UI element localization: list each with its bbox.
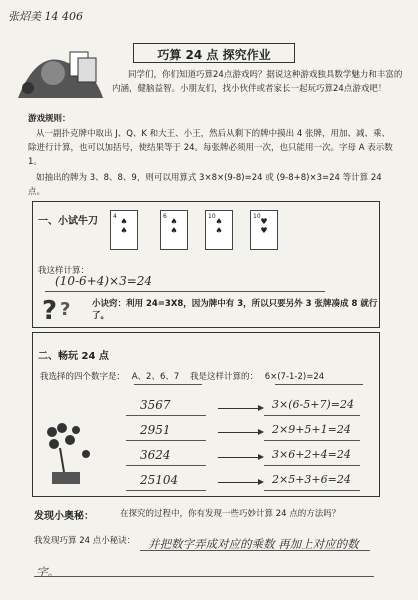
card-suit: ♥ [260,226,268,235]
calc-row-left: 3567 [140,398,171,412]
playing-card [160,210,188,250]
page-title: 巧算 24 点 探究作业 [157,48,271,62]
playing-card [205,210,233,250]
calc-row-underline [264,465,360,466]
calc-row-underline [126,465,206,466]
arrow-icon [218,408,262,409]
calc-row-underline [126,415,206,416]
card-rank: 6 [163,213,167,220]
header-illustration [8,38,108,108]
card-suit: ♥ [260,217,268,226]
card-suit: ♠ [170,226,178,235]
arrow-icon [218,432,262,433]
calc-row-right: 2×9+5+1=24 [272,423,351,436]
calc-underline [275,384,363,385]
playing-card [110,210,138,250]
card-suit: ♠ [120,217,128,226]
card-rank: 10 [253,213,261,220]
section2-heading: 二、畅玩 24 点 [38,351,109,362]
card-suit: ♠ [170,217,178,226]
section1-calc-answer: (10-6+4)×3=24 [55,274,153,288]
calc-row-left: 3624 [140,448,171,462]
calc-row-right: 2×5+3+6=24 [272,473,351,486]
section2-calc-value: 6×(7-1-2)=24 [264,372,325,382]
calc-row-right: 3×(6-5+7)=24 [272,398,354,411]
answer-underline [45,291,325,292]
calc-row-left: 2951 [140,423,171,437]
question-mark-icon [40,293,80,323]
section1-calc-label: 我这样计算： [38,266,90,276]
playing-card [250,210,278,250]
title-box [133,43,295,63]
section2-chosen-line [40,370,370,384]
section2-chosen-label: 我选择的四个数字是： [40,372,126,382]
section1-heading: 一、小试牛刀 [38,216,98,227]
rules-text: 从一副扑克牌中取出 J、Q、K 和大王、小王，然后从剩下的牌中摸出 4 张牌，用加、减、乘、除进行计算，也可以加括号，使结果等于 24。每张牌必须用一次，也只能用一次。字母 A 表示数 1。 [28,129,393,167]
calc-row-underline [126,490,206,491]
svg-text:?: ? [42,296,58,323]
discovery-answer-label: 我发现巧算 24 点小秘诀： [34,536,136,546]
discovery-question: 在探究的过程中，你有发现一些巧妙计算 24 点的方法吗？ [120,509,341,519]
answer-line [140,550,370,551]
answer-line [34,576,374,577]
arrow-icon [218,482,262,483]
calc-row-left: 25104 [140,473,179,487]
numbers-underline [134,384,202,385]
card-rank: 10 [208,213,216,220]
card-suit: ♠ [120,226,128,235]
discovery-heading: 发现小奥秘： [34,511,94,522]
section1-tip: 小诀窍：利用 24=3X8，因为牌中有 3，所以只要另外 3 张牌凑成 8 就行了。 [92,299,378,321]
arrow-icon [218,457,262,458]
calc-row-underline [264,440,360,441]
header-note: 张炤美 14 406 [8,10,83,23]
card-suit: ♠ [215,226,223,235]
rules-heading: 游戏规则： [28,114,71,124]
intro-text: 同学们，你们知道巧算24点游戏吗？据说这种游戏独具数学魅力和丰富的内涵，健脑益智。小朋友们，找小伙伴或者家长一起玩巧算24点游戏吧！ [112,70,403,94]
calc-row-right: 3×6+2+4=24 [272,448,351,461]
calc-row-underline [264,415,360,416]
calc-row-underline [264,490,360,491]
section2-calc-label: 我是这样计算的： [189,372,258,382]
svg-text:?: ? [60,299,71,320]
card-rank: 4 [113,213,117,220]
example-text: 如抽出的牌为 3、8、8、9，则可以用算式 3×8×(9-8)=24 或 (9-8+8)×3=24 等计算 24 点。 [28,173,382,197]
plant-illustration [40,420,100,490]
discovery-answer: 并把数字弄成对应的乘数 再加上对应的数字。 [36,537,359,579]
section2-chosen-numbers: A、2、6、7 [131,372,180,382]
card-suit: ♠ [215,217,223,226]
calc-row-underline [126,440,206,441]
